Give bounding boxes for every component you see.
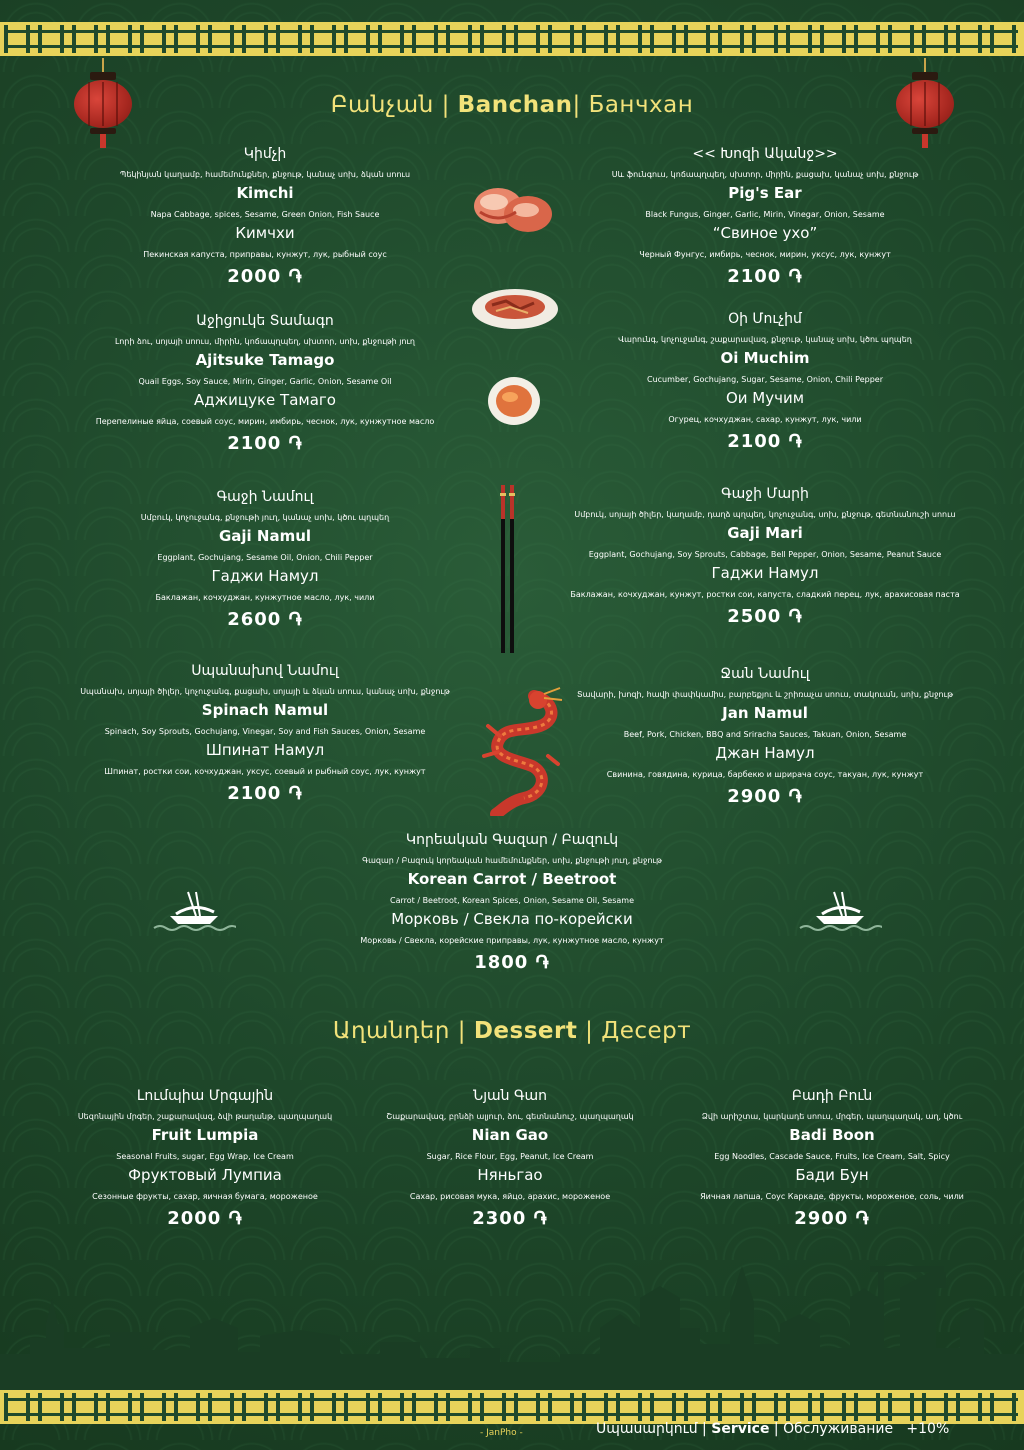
dessert-title-en: Dessert [473, 1018, 578, 1044]
chopsticks-icon [498, 485, 518, 653]
pigs-ear-plate-image [470, 283, 560, 331]
menu-item-korean-carrot: Կորեական Գազար / Բազուկ Գազար / Բազուկ կորեական համեմունքներ, սոխ, քնջութի յուղ, քնջութ Korean Carrot / Beetroot Carrot / Beetroot, Korean Spices, Onion, Sesame Oil, Sesame Морковь / Свекла по-корейски Морковь / Свекла, корейские приправы, лук, кунжутное масло, кунжут 1800 ֏ [262, 832, 762, 973]
banchan-section-title: Բանչան | Banchan| Банчхан [330, 92, 694, 118]
menu-item-ajitsuke-tamago: Աջիցուկե Տամագո Լորի ձու, սոյայի սոուս, միրին, կոճապղպեղ, սխտոր, սոխ, քնջութի յուղ Ajitsuke Tamago Quail Eggs, Soy Sauce, Mirin, Ginger, Garlic, Onion, Sesame Oil Аджицуке Тамаго Перепелиные яйца, соевый соус, мирин, имбирь, чеснок, лук, кунжутное масло 2100 ֏ [60, 313, 470, 454]
dessert-item-nian-gao: Նյան Գաո Շաքարավազ, բրնձի ալյուր, ձու, գետնանուշ, պաղպաղակ Nian Gao Sugar, Rice Flour, Egg, Peanut, Ice Cream Няньгао Сахар, рисовая мука, яйцо, арахис, мороженое 2300 ֏ [360, 1088, 660, 1229]
banchan-title-hy: Բանչան [330, 92, 434, 118]
menu-item-pigs-ear: << Խոզի Ականջ>> Սև ֆունգուս, կոճապղպեղ, սխտոր, միրին, քացախ, կանաչ սոխ, քնջութ Pig's Ear Black Fungus, Ginger, Garlic, Mirin, Vinegar, Onion, Sesame “Свиное ухо” Черный Фунгус, имбирь, чеснок, мирин, уксус, лук, кунжут 2100 ֏ [555, 146, 975, 287]
city-skyline-silhouette [0, 1258, 1024, 1390]
dessert-item-badi-boon: Բադի Բուն Ձվի արիշտա, կարկադե սոուս, մրգեր, պաղպաղակ, աղ, կծու Badi Boon Egg Noodles, Cascade Sauce, Fruits, Ice Cream, Salt, Spicy Бади Бун Яичная лапша, Соус Каркаде, фрукты, мороженое, соль, чили 2900 ֏ [660, 1088, 1004, 1229]
menu-item-gaji-mari: Գաջի Մարի Սմբուկ, սոյայի ծիլեր, կաղամբ, դաղձ պղպեղ, կոչուջանգ, սոխ, քնջութ, գետնանուշի սոուս Gaji Mari Eggplant, Gochujang, Soy Sprouts, Cabbage, Bell Pepper, Onion, Sesame, Peanut Sauce Гаджи Намул Баклажан, кочхуджан, кунжут, ростки сои, капуста, сладкий перец, лук, арахисовая паста 2500 ֏ [535, 486, 995, 627]
menu-item-spinach-namul: Սպանախով Նամուլ Սպանախ, սոյայի ծիլեր, կոչուջանգ, քացախ, սոյայի և ձկան սոուս, կանաչ սոխ, քնջութ Spinach Namul Spinach, Soy Sprouts, Gochujang, Vinegar, Soy and Fish Sauces, Onion, Sesame Шпинат Намул Шпинат, ростки сои, кочхуджан, уксус, соевый и рыбный соус, лук, кунжут 2100 ֏ [60, 663, 470, 804]
price: 2100 ֏ [227, 783, 303, 804]
price: 2500 ֏ [727, 606, 803, 627]
banchan-title-ru: Банчхан [588, 92, 694, 118]
bowl-image [486, 375, 542, 427]
price: 2600 ֏ [227, 609, 303, 630]
price: 2900 ֏ [794, 1208, 870, 1229]
service-charge-note: Սպասարկում | Service | Обслуживание +10% [596, 1421, 950, 1437]
boat-right-icon [798, 888, 882, 932]
price: 2000 ֏ [227, 266, 303, 287]
price: 2100 ֏ [227, 433, 303, 454]
price: 2100 ֏ [727, 431, 803, 452]
price: 2900 ֏ [727, 786, 803, 807]
top-greek-key-border [0, 22, 1024, 56]
menu-item-kimchi: Կիմչի Պեկինյան կաղամբ, համեմունքներ, քնջութ, կանաչ սոխ, ձկան սոուս Kimchi Napa Cabbage, spices, Sesame, Green Onion, Fish Sauce Кимчхи Пекинская капуста, приправы, кунжут, лук, рыбный соус 2000 ֏ [60, 146, 470, 287]
boat-left-icon [152, 888, 236, 932]
dessert-title-ru: Десерт [601, 1018, 692, 1044]
menu-item-gaji-namul: Գաջի Նամուլ Սմբուկ, կոչուջանգ, քնջութի յուղ, կանաչ սոխ, կծու պղպեղ Gaji Namul Eggplant, Gochujang, Sesame Oil, Onion, Chili Pepper Гаджи Намул Баклажан, кочхуджан, кунжутное масло, лук, чили 2600 ֏ [60, 489, 470, 630]
restaurant-brand: - JanPho - [480, 1428, 523, 1438]
dessert-item-fruit-lumpia: Լումպիա Մրգային Սեզոնային մրգեր, շաքարավազ, ձվի թաղանթ, պաղպաղակ Fruit Lumpia Seasonal Fruits, sugar, Egg Wrap, Ice Cream Фруктовый Лумпиа Сезонные фрукты, сахар, яичная бумага, мороженое 2000 ֏ [30, 1088, 380, 1229]
kimchi-image [470, 180, 556, 236]
dessert-title-hy: Աղանդեր [332, 1018, 450, 1044]
dessert-section-title: Աղանդեր | Dessert | Десерт [332, 1018, 692, 1044]
menu-item-jan-namul: Ջան Նամուլ Տավարի, խոզի, հավի փափկամիս, բարբեքյու և շրիռաչա սոուս, տակուան, սոխ, քնջութ Jan Namul Beef, Pork, Chicken, BBQ and Sriracha Sauces, Takuan, Onion, Sesame Джан Намул Свинина, говядина, курица, барбекю и шрирача соус, такуан, лук, кунжут 2900 ֏ [545, 666, 985, 807]
price: 2000 ֏ [167, 1208, 243, 1229]
bottom-greek-key-border [0, 1390, 1024, 1424]
price: 2100 ֏ [727, 266, 803, 287]
menu-item-oi-muchim: Օի Մուչիմ Վարունգ, կոչուջանգ, շաքարավազ, քնջութ, կանաչ սոխ, կծու պղպեղ Oi Muchim Cucumber, Gochujang, Sugar, Sesame, Onion, Chili Pepper Ои Мучим Огурец, кочхуджан, сахар, кунжут, лук, чили 2100 ֏ [555, 311, 975, 452]
dragon-icon [474, 686, 564, 816]
price: 2300 ֏ [472, 1208, 548, 1229]
price: 1800 ֏ [474, 952, 550, 973]
banchan-title-en: Banchan [457, 92, 573, 118]
